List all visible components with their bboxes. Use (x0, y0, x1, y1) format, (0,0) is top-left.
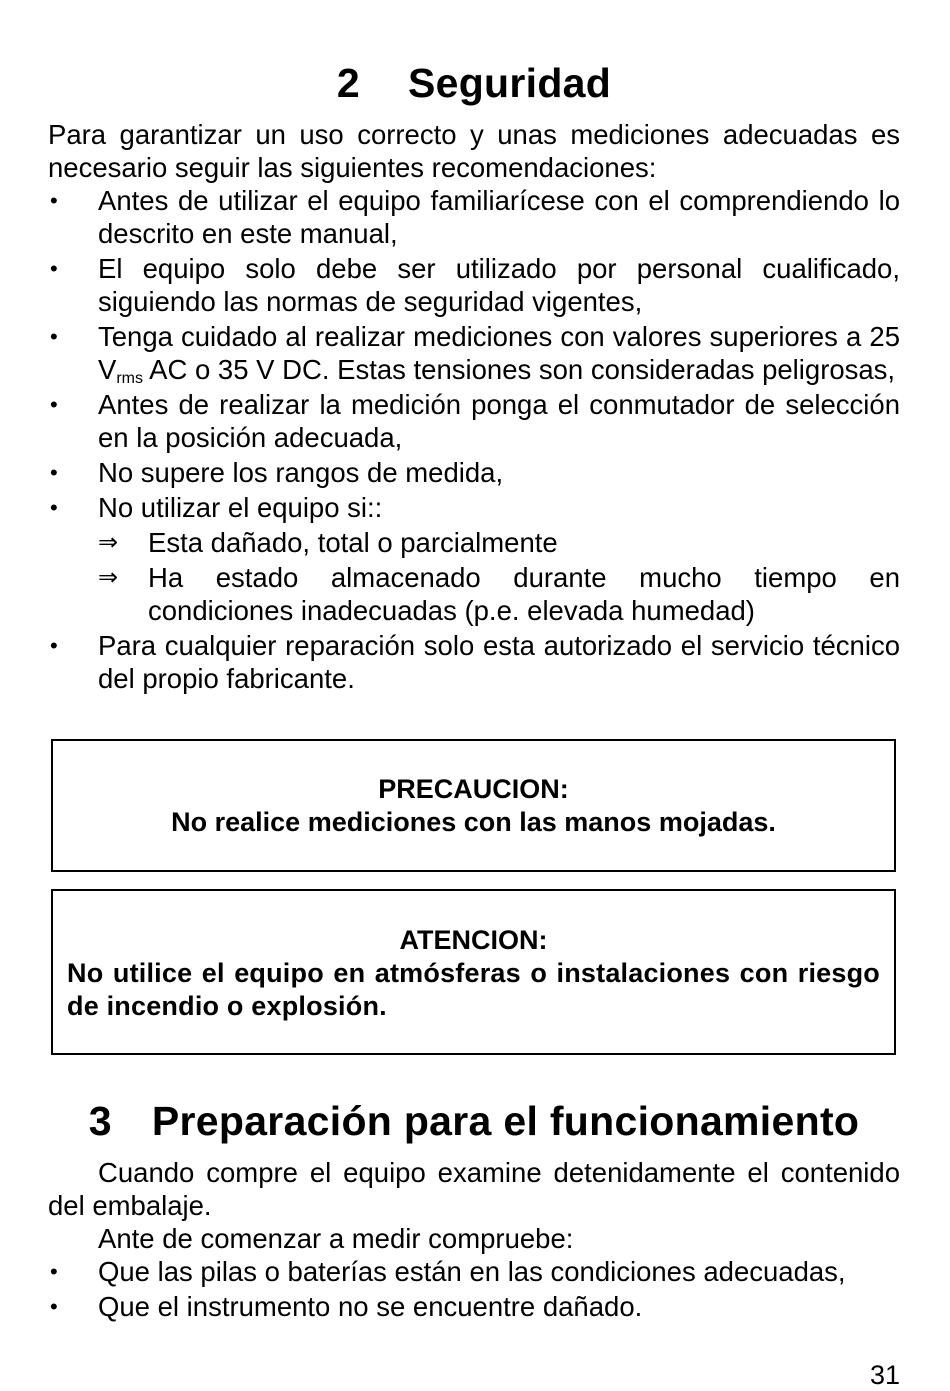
check-list (48, 1255, 900, 1323)
precaucion-box (51, 739, 896, 872)
bullet-icon: • (50, 1259, 58, 1284)
bullet-icon: • (50, 392, 58, 417)
check-item (48, 1255, 900, 1288)
bullet-icon: • (50, 495, 58, 520)
section-2-title: Seguridad (407, 60, 612, 106)
section-3-heading (48, 1098, 900, 1145)
condition-item-text: Esta dañado, total o parcialmente (148, 527, 558, 558)
section-3-title: Preparación para el funcionamiento (151, 1098, 860, 1144)
section-2-body (48, 118, 900, 695)
safety-item (48, 456, 900, 489)
atencion-text: No utilice el equipo en atmósferas o instalaciones con riesgo de incendio o explosión. (67, 958, 880, 1021)
implies-arrow-icon: ⇒ (98, 563, 119, 591)
safety-item-text: No supere los rangos de medida, (98, 457, 504, 488)
precaucion-heading: PRECAUCION: (378, 774, 569, 804)
safety-item-text: El equipo solo debe ser utilizado por personal cualificado, siguiendo las normas de seguridad vigentes, (98, 253, 900, 317)
condition-item (98, 526, 900, 559)
atencion-heading: ATENCION: (399, 925, 548, 955)
safety-item-text: Para cualquier reparación solo esta autorizado el servicio técnico del propio fabricante. (98, 630, 900, 694)
implies-arrow-icon: ⇒ (98, 528, 119, 556)
safety-item (48, 320, 900, 386)
safety-list (48, 184, 900, 695)
atencion-box (51, 889, 896, 1055)
page-number: 31 (869, 1360, 900, 1390)
condition-item-text: Ha estado almacenado durante mucho tiempo en condiciones inadecuadas (p.e. elevada humedad) (148, 562, 900, 626)
section-3-paragraph: Ante de comenzar a medir compruebe: (98, 1223, 574, 1254)
bullet-icon: • (50, 324, 58, 349)
safety-item (48, 491, 900, 627)
precaucion-text: No realice mediciones con las manos mojadas. (171, 807, 776, 837)
section-2-heading (48, 60, 900, 107)
bullet-icon: • (50, 633, 58, 658)
safety-item (48, 184, 900, 250)
bullet-icon: • (50, 256, 58, 281)
safety-item-text: No utilizar el equipo si:: (98, 492, 383, 523)
bullet-icon: • (50, 1294, 58, 1319)
condition-item (98, 561, 900, 627)
section-2-number: 2 (336, 60, 360, 106)
voltage-text-after: AC o 35 V DC. Estas tensiones son consideradas peligrosas, (143, 354, 896, 385)
rms-subscript: rms (116, 370, 143, 387)
safety-item-text (98, 321, 900, 385)
safety-item (48, 252, 900, 318)
safety-item (48, 388, 900, 454)
voltage-text-before: Tenga cuidado al realizar mediciones con valores superiores a 25 V (98, 321, 900, 385)
check-item (48, 1290, 900, 1323)
bullet-icon: • (50, 188, 58, 213)
check-item-text: Que el instrumento no se encuentre dañado. (98, 1291, 643, 1322)
check-item-text: Que las pilas o baterías están en las condiciones adecuadas, (98, 1256, 846, 1287)
section-3-paragraph: Cuando compre el equipo examine detenidamente el contenido del embalaje. (48, 1157, 900, 1221)
bullet-icon: • (50, 460, 58, 485)
safety-item-text: Antes de utilizar el equipo familiarícese con el comprendiendo lo descrito en este manual, (98, 185, 900, 249)
safety-item (48, 629, 900, 695)
section-2-intro: Para garantizar un uso correcto y unas mediciones adecuadas es necesario seguir las siguientes recomendaciones: (48, 119, 900, 183)
section-3-body (48, 1156, 900, 1323)
section-3-number: 3 (88, 1098, 112, 1144)
condition-sublist (98, 526, 900, 627)
safety-item-text: Antes de realizar la medición ponga el conmutador de selección en la posición adecuada, (98, 389, 900, 453)
